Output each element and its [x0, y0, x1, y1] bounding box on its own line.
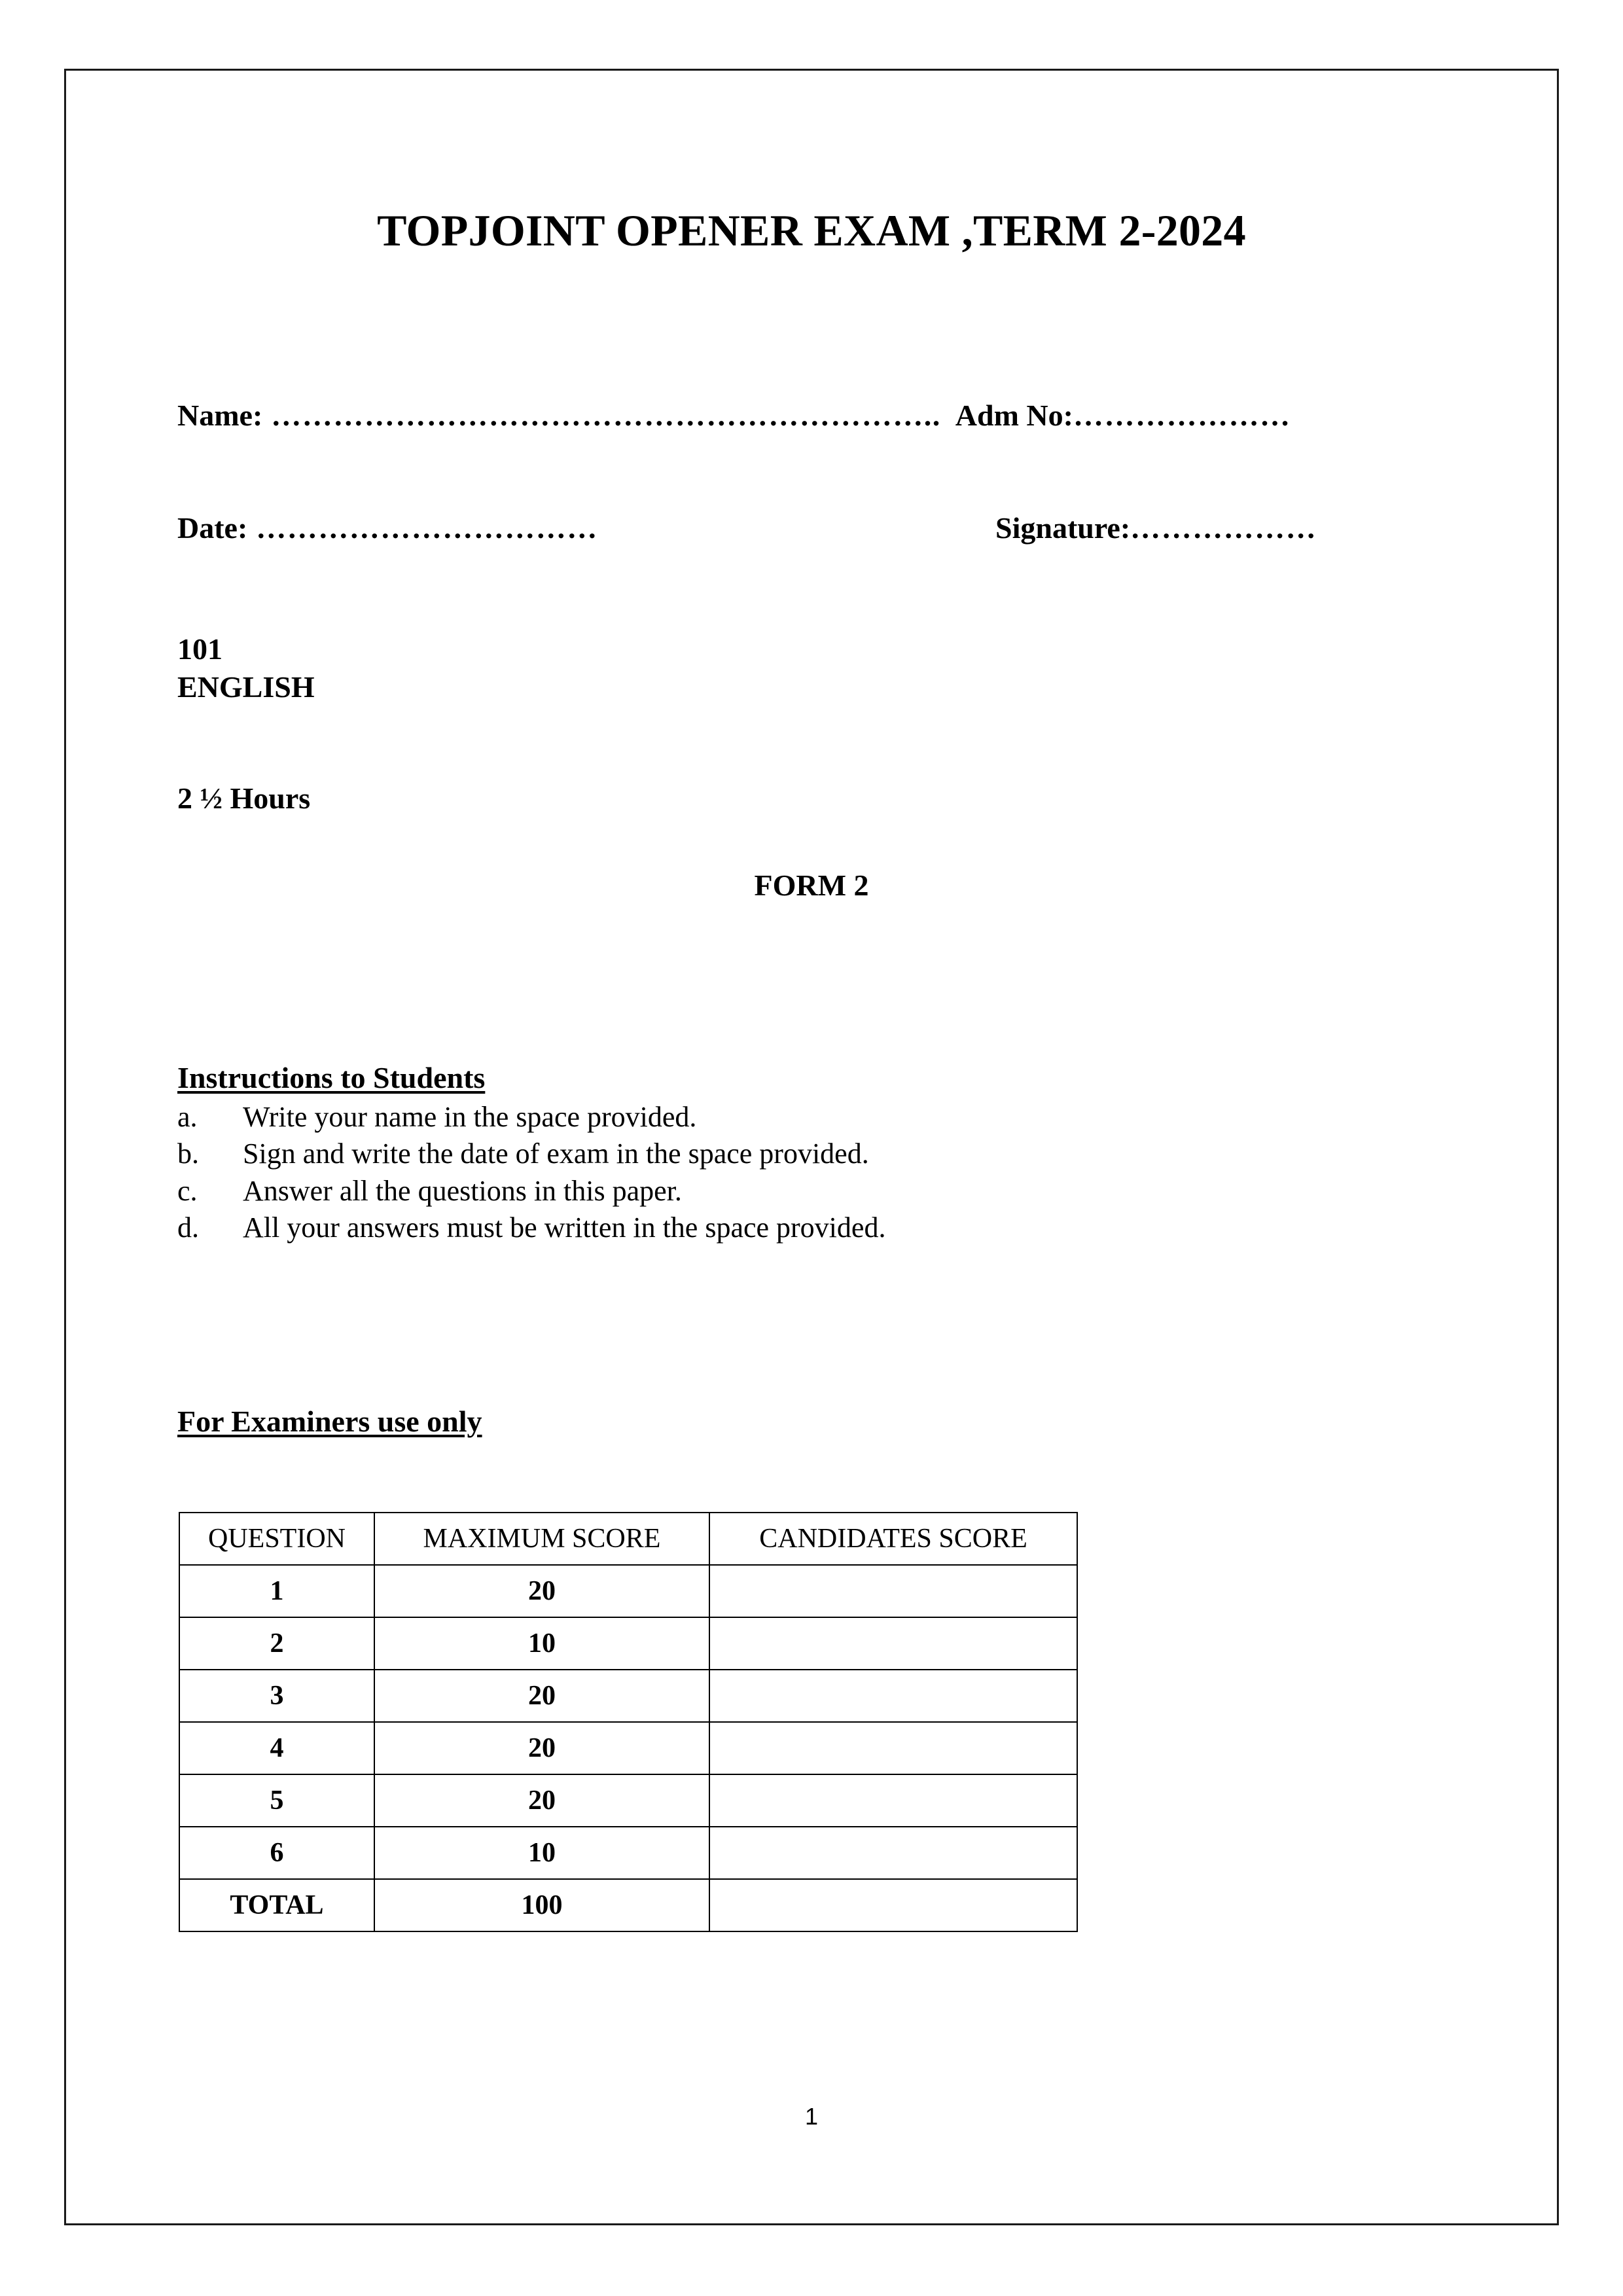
column-header-candidates-score: CANDIDATES SCORE — [709, 1513, 1077, 1565]
signature-fill-line[interactable]: ……………… — [1130, 511, 1317, 545]
cell-maximum-score: 20 — [374, 1774, 709, 1827]
table-row-total — [179, 1879, 1077, 1931]
table-row — [179, 1827, 1077, 1879]
instructions-heading: Instructions to Students — [177, 1061, 486, 1094]
instruction-marker: d. — [177, 1211, 199, 1244]
table-header-row — [179, 1513, 1077, 1565]
page-sheet — [64, 69, 1559, 2225]
list-item — [177, 1173, 1421, 1210]
instruction-marker: b. — [177, 1138, 199, 1170]
paper-code: 101 — [177, 632, 223, 666]
instruction-text: All your answers must be written in the space provided. — [243, 1211, 886, 1244]
cell-candidates-score[interactable] — [709, 1617, 1077, 1670]
instructions-block — [177, 1060, 1421, 1246]
date-fill-line[interactable]: …………………………… — [247, 511, 598, 545]
table-row — [179, 1670, 1077, 1722]
cell-candidates-score-total[interactable] — [709, 1879, 1077, 1931]
table-row — [179, 1774, 1077, 1827]
name-label: Name: — [177, 399, 263, 432]
column-header-maximum-score: MAXIMUM SCORE — [374, 1513, 709, 1565]
cell-maximum-score-total: 100 — [374, 1879, 709, 1931]
name-admno-row — [177, 398, 1460, 433]
cell-question: 1 — [179, 1565, 374, 1617]
form-level: FORM 2 — [754, 869, 869, 902]
cell-candidates-score[interactable] — [709, 1670, 1077, 1722]
adm-no-label: Adm No: — [955, 399, 1073, 432]
paper-identification — [177, 630, 315, 706]
date-signature-row — [177, 511, 1473, 545]
instructions-list — [177, 1099, 1421, 1246]
adm-no-fill-line[interactable]: ………………… — [1073, 399, 1291, 432]
date-group — [177, 511, 995, 545]
instruction-text: Sign and write the date of exam in the space provided. — [243, 1138, 869, 1170]
score-table-container — [179, 1512, 1077, 1932]
page-number: 1 — [804, 2103, 819, 2130]
cell-maximum-score: 20 — [374, 1722, 709, 1774]
examiners-heading: For Examiners use only — [177, 1405, 482, 1438]
table-row — [179, 1617, 1077, 1670]
list-item — [177, 1136, 1421, 1172]
instruction-text: Write your name in the space provided. — [243, 1101, 697, 1133]
column-header-question: QUESTION — [179, 1513, 374, 1565]
instruction-marker: a. — [177, 1101, 198, 1133]
instruction-text: Answer all the questions in this paper. — [243, 1174, 682, 1207]
table-row — [179, 1565, 1077, 1617]
cell-question-total: TOTAL — [179, 1879, 374, 1931]
cell-maximum-score: 10 — [374, 1617, 709, 1670]
signature-label: Signature: — [995, 511, 1131, 545]
cell-question: 2 — [179, 1617, 374, 1670]
paper-subject: ENGLISH — [177, 670, 315, 704]
paper-duration: 2 ½ Hours — [177, 781, 311, 815]
cell-maximum-score: 20 — [374, 1565, 709, 1617]
instruction-marker: c. — [177, 1174, 198, 1207]
cell-question: 6 — [179, 1827, 374, 1879]
name-fill-line[interactable]: ……………………………………………………….. — [262, 399, 941, 432]
cell-maximum-score: 10 — [374, 1827, 709, 1879]
cell-candidates-score[interactable] — [709, 1774, 1077, 1827]
date-label: Date: — [177, 511, 248, 545]
cell-candidates-score[interactable] — [709, 1722, 1077, 1774]
table-body — [179, 1565, 1077, 1931]
cell-question: 5 — [179, 1774, 374, 1827]
cell-candidates-score[interactable] — [709, 1565, 1077, 1617]
cell-candidates-score[interactable] — [709, 1827, 1077, 1879]
list-item — [177, 1210, 1421, 1246]
cell-maximum-score: 20 — [374, 1670, 709, 1722]
page-title: TOPJOINT OPENER EXAM ,TERM 2-2024 — [377, 206, 1246, 255]
cell-question: 3 — [179, 1670, 374, 1722]
examiners-score-table — [179, 1512, 1078, 1932]
table-row — [179, 1722, 1077, 1774]
list-item — [177, 1099, 1421, 1136]
cell-question: 4 — [179, 1722, 374, 1774]
page-content-area — [66, 71, 1557, 2223]
table-header — [179, 1513, 1077, 1565]
signature-group — [995, 511, 1317, 545]
